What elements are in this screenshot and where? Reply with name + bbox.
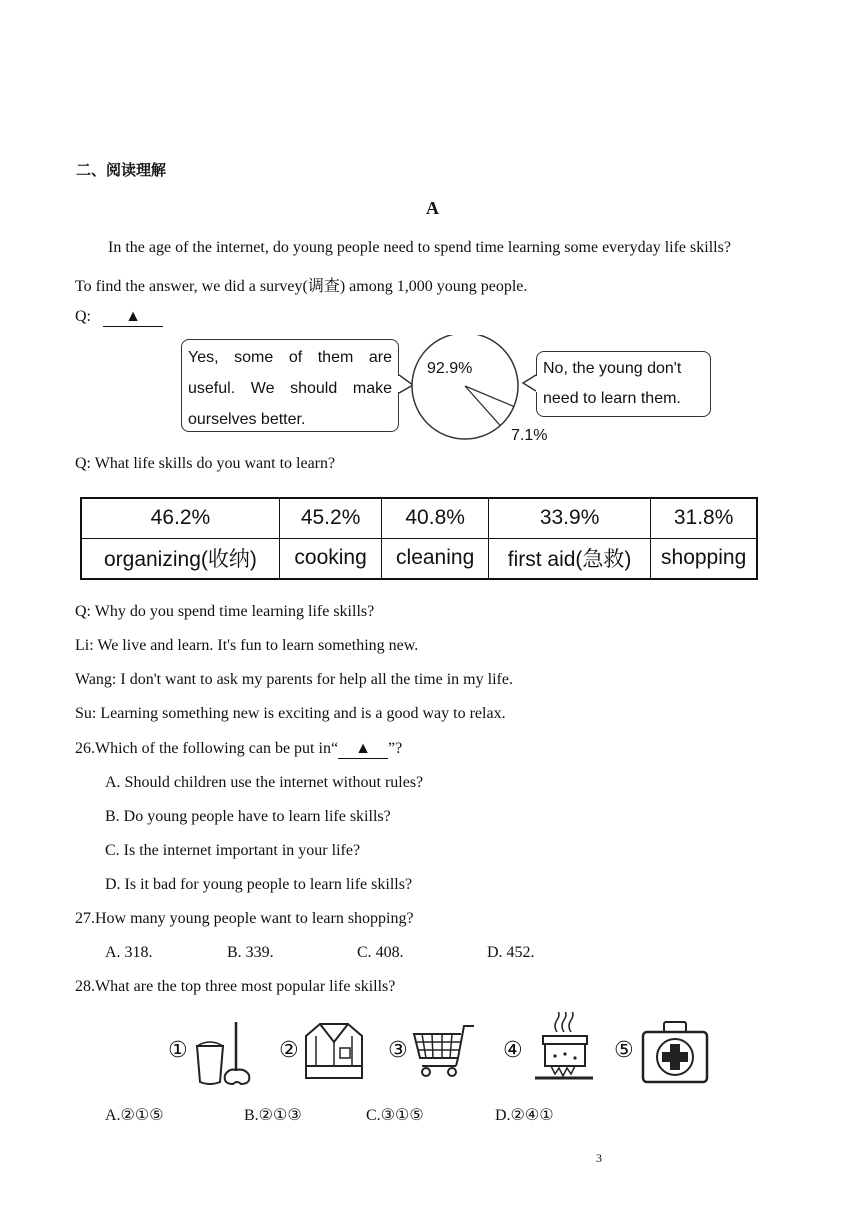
q28-option-a: A.②①⑤ xyxy=(105,1107,164,1124)
table-cell: first aid(急救) xyxy=(488,538,650,579)
bubble-no-line: No, the young don't xyxy=(543,360,682,377)
bubble-yes-line: Yes, some of them are xyxy=(188,349,392,366)
picture-number: ② xyxy=(279,1038,299,1063)
answer-blank xyxy=(103,308,163,327)
table-cell: shopping xyxy=(651,538,757,579)
question-28: 28.What are the top three most popular life skills? xyxy=(75,978,396,995)
table-cell: organizing(收纳) xyxy=(81,538,279,579)
answer-li: Li: We live and learn. It's fun to learn something new. xyxy=(75,637,419,654)
table-cell: 31.8% xyxy=(651,498,757,538)
q28-option-d: D.②④① xyxy=(495,1107,554,1124)
picture-number: ④ xyxy=(503,1038,523,1063)
pie-label-no: 7.1% xyxy=(511,427,548,444)
shopping-cart-icon xyxy=(412,1022,476,1078)
pie-outline xyxy=(412,335,518,439)
bubble-yes-tail xyxy=(399,375,413,393)
pie-label-yes: 92.9% xyxy=(427,360,473,377)
answer-wang: Wang: I don't want to ask my parents for help all the time in my life. xyxy=(75,671,513,688)
question-26 xyxy=(75,740,402,759)
speech-bubble-no xyxy=(536,351,711,417)
section-title: 二、阅读理解 xyxy=(76,161,167,179)
answer-blank xyxy=(338,740,388,759)
question-skills: Q: What life skills do you want to learn? xyxy=(75,455,336,472)
picture-number: ① xyxy=(168,1038,188,1063)
bubble-yes-line: ourselves better. xyxy=(188,411,306,428)
bubble-no-line: need to learn them. xyxy=(543,390,681,407)
q26-option-b: B. Do young people have to learn life skills? xyxy=(105,808,391,825)
triangle-mark: ▲ xyxy=(355,740,371,757)
bubble-yes-line: useful. We should make xyxy=(188,380,392,397)
skills-table xyxy=(80,497,758,580)
bubble-no-tail xyxy=(523,375,536,391)
q27-option-d: D. 452. xyxy=(487,944,535,961)
intro-line-1: In the age of the internet, do young people need to spend time learning some everyday life skills? xyxy=(108,239,731,256)
speech-bubble-yes xyxy=(181,339,399,432)
table-cell: 33.9% xyxy=(488,498,650,538)
cooking-pot-icon xyxy=(533,1012,595,1086)
table-cell: cooking xyxy=(279,538,382,579)
answer-su: Su: Learning something new is exciting and is a good way to relax. xyxy=(75,705,506,722)
triangle-mark: ▲ xyxy=(125,308,141,325)
table-cell: 40.8% xyxy=(382,498,489,538)
folded-shirt-icon xyxy=(302,1020,366,1082)
page-number: 3 xyxy=(596,1151,602,1165)
q28-option-c: C.③①⑤ xyxy=(366,1107,424,1124)
question-27: 27.How many young people want to learn shopping? xyxy=(75,910,414,927)
q27-option-c: C. 408. xyxy=(357,944,404,961)
q28-option-b: B.②①③ xyxy=(244,1107,302,1124)
mop-bucket-icon xyxy=(193,1020,253,1090)
table-cell: 46.2% xyxy=(81,498,279,538)
table-row-skill xyxy=(81,538,757,579)
q26-option-c: C. Is the internet important in your life? xyxy=(105,842,361,859)
question-why: Q: Why do you spend time learning life skills? xyxy=(75,603,375,620)
picture-number: ⑤ xyxy=(614,1038,634,1063)
passage-label: A xyxy=(426,198,439,218)
table-cell: 45.2% xyxy=(279,498,382,538)
question-blank-line xyxy=(75,308,163,327)
q26-option-a: A. Should children use the internet without rules? xyxy=(105,774,424,791)
q-prefix: Q: xyxy=(75,308,91,325)
q26-stem-end: ”? xyxy=(388,740,403,757)
first-aid-kit-icon xyxy=(640,1020,710,1086)
table-cell: cleaning xyxy=(382,538,489,579)
q27-option-b: B. 339. xyxy=(227,944,274,961)
q27-option-a: A. 318. xyxy=(105,944,153,961)
q26-stem: 26.Which of the following can be put in“ xyxy=(75,740,339,757)
picture-number: ③ xyxy=(388,1038,408,1063)
q26-option-d: D. Is it bad for young people to learn life skills? xyxy=(105,876,413,893)
table-row-percent xyxy=(81,498,757,538)
intro-line-2: To find the answer, we did a survey(调查) among 1,000 young people. xyxy=(75,278,528,295)
